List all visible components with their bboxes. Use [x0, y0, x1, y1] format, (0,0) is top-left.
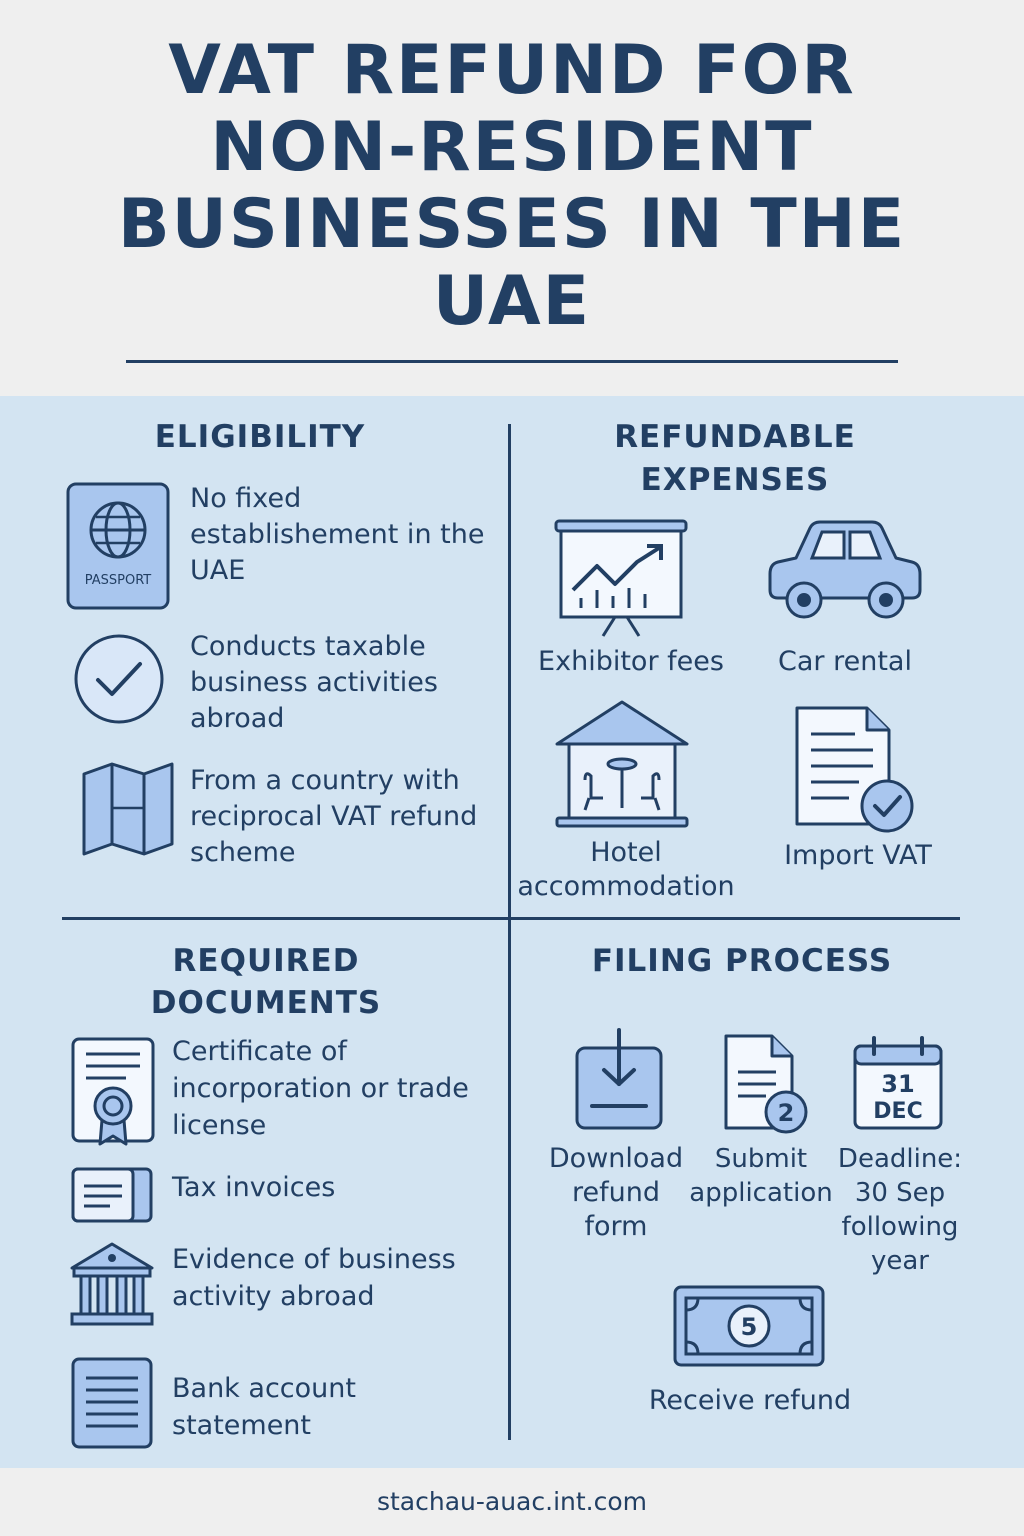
document-item-certificate: Certificate of incorporation or trade license: [172, 1036, 469, 1141]
document-item-bank-statement: Bank account statement: [172, 1373, 356, 1441]
filing-step-deadline: Deadline: 30 Sep following year: [837, 1144, 963, 1276]
checkmark-circle-icon: [72, 632, 166, 726]
banknote-badge: 5: [740, 1313, 758, 1341]
expenses-heading: REFUNDABLE EXPENSES: [614, 419, 856, 498]
filing-step-receive: Receive refund: [648, 1385, 852, 1416]
map-icon: [80, 760, 176, 858]
eligibility-item-1: No fixed establishement in the UAE: [190, 483, 485, 586]
filing-step-download: Download refund form: [548, 1143, 684, 1242]
document-item-evidence: Evidence of business activity abroad: [172, 1244, 456, 1312]
document-item-invoices: Tax invoices: [172, 1172, 336, 1203]
filing-step-submit: Submit application: [689, 1144, 833, 1208]
car-icon: [766, 518, 924, 622]
banknote-icon: [672, 1284, 826, 1368]
horizontal-divider: [62, 917, 960, 920]
documents-heading: REQUIRED DOCUMENTS: [150, 943, 382, 1021]
expense-item-hotel: Hotel accommodation: [517, 837, 735, 902]
title-divider: [126, 360, 898, 363]
passport-icon-label: PASSPORT: [84, 573, 152, 588]
eligibility-item-3: From a country with reciprocal VAT refund scheme: [190, 765, 478, 868]
passport-icon: [66, 482, 170, 610]
submit-step-badge: 2: [777, 1099, 795, 1127]
calendar-icon: [852, 1034, 944, 1132]
statement-icon: [70, 1356, 154, 1450]
calendar-day: 31: [881, 1070, 915, 1098]
filing-heading: FILING PROCESS: [591, 943, 893, 979]
expense-item-car: Car rental: [778, 646, 912, 677]
calendar-month: DEC: [873, 1099, 923, 1124]
invoice-icon: [70, 1166, 154, 1224]
expense-item-exhibitor: Exhibitor fees: [538, 646, 724, 677]
presentation-chart-icon: [553, 518, 689, 640]
certificate-icon: [70, 1036, 156, 1148]
bank-icon: [68, 1240, 156, 1330]
document-check-icon: [793, 704, 917, 836]
download-icon: [574, 1026, 664, 1132]
footer-url: stachau-auac.int.com: [0, 1468, 1024, 1536]
page-title: VAT REFUND FOR NON-RESIDENT BUSINESSES IN THE UAE: [117, 31, 907, 341]
eligibility-item-2: Conducts taxable business activities abroad: [190, 631, 438, 734]
eligibility-heading: ELIGIBILITY: [154, 419, 366, 455]
vertical-divider: [508, 424, 511, 1440]
hotel-icon: [553, 698, 691, 830]
submit-document-icon: [722, 1032, 812, 1136]
expense-item-import-vat: Import VAT: [784, 840, 932, 871]
